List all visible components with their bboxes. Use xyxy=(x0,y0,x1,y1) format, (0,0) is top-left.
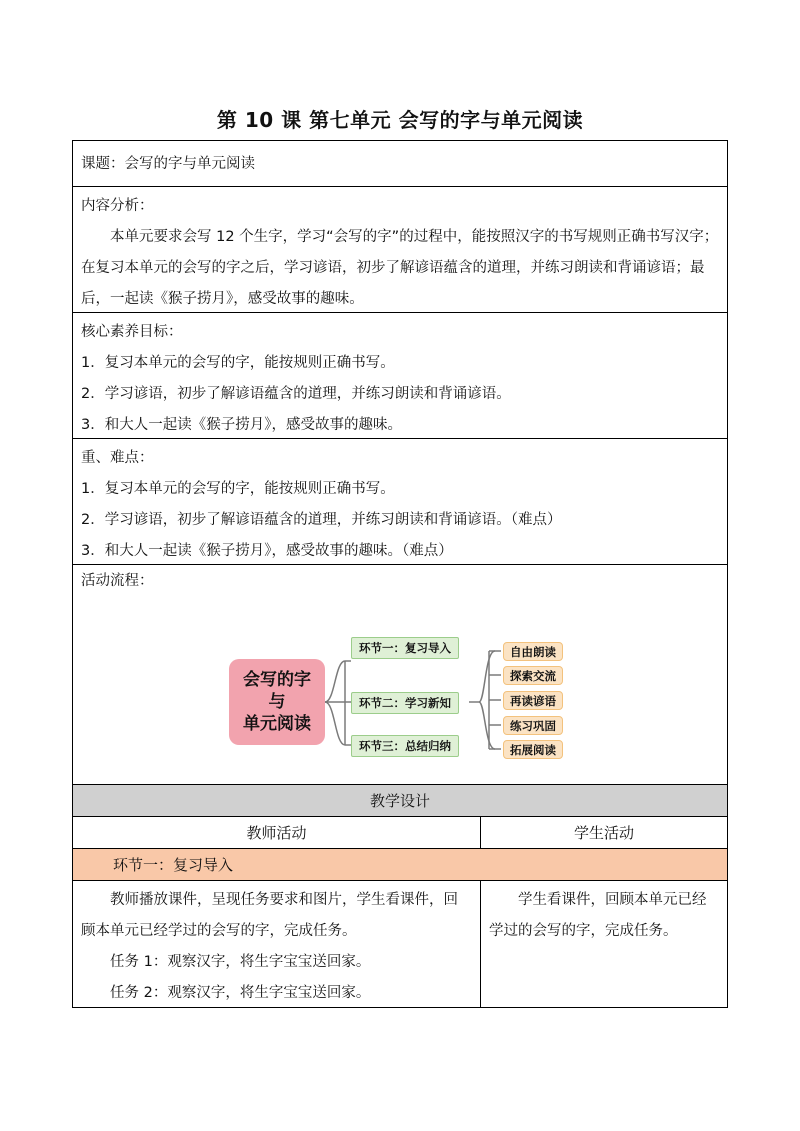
key-point-item: 1．复习本单元的会写的字，能按规则正确书写。 xyxy=(81,481,395,497)
mind-map-center-node xyxy=(229,659,325,745)
stage-node-3: 环节三：总结归纳 xyxy=(351,735,459,757)
sub-step-node: 再读谚语 xyxy=(503,691,563,710)
goal-item: 1．复习本单元的会写的字，能按规则正确书写。 xyxy=(81,355,395,371)
teacher-activity-cell xyxy=(73,881,481,1007)
sub-step-node: 练习巩固 xyxy=(503,716,563,735)
teacher-task-2: 任务 2：观察汉字，将生字宝宝送回家。 xyxy=(110,985,371,1001)
topic-row xyxy=(73,141,727,187)
analysis-row xyxy=(73,187,727,313)
topic-text: 课题：会写的字与单元阅读 xyxy=(81,155,255,172)
center-line-1: 会写的字 xyxy=(243,670,311,690)
teacher-activity-text: 教师播放课件，呈现任务要求和图片，学生看课件，回顾本单元已经学过的会写的字，完成任务。 xyxy=(81,892,458,939)
flow-heading: 活动流程： xyxy=(81,573,154,589)
analysis-heading: 内容分析： xyxy=(81,198,154,214)
student-activity-cell xyxy=(481,881,727,1007)
key-point-item: 3．和大人一起读《猴子捞月》，感受故事的趣味。（难点） xyxy=(81,543,453,559)
sub-step-node: 拓展阅读 xyxy=(503,740,563,759)
teacher-task-1: 任务 1：观察汉字，将生字宝宝送回家。 xyxy=(110,954,371,970)
design-header: 教学设计 xyxy=(73,785,727,817)
activity-flow-row xyxy=(73,565,727,785)
student-activity-text: 学生看课件，回顾本单元已经学过的会写的字，完成任务。 xyxy=(489,892,707,939)
stage-node-2: 环节二：学习新知 xyxy=(351,692,459,714)
goal-item: 2．学习谚语，初步了解谚语蕴含的道理，并练习朗读和背诵谚语。 xyxy=(81,386,511,402)
teacher-column-header: 教师活动 xyxy=(73,817,481,848)
center-line-2: 与 xyxy=(268,692,286,712)
center-line-3: 单元阅读 xyxy=(243,714,311,734)
analysis-body: 本单元要求会写 12 个生字，学习“会写的字”的过程中，能按照汉字的书写规则正确书写汉字；在复习本单元的会写的字之后，学习谚语，初步了解谚语蕴含的道理，并练习朗读和背诵谚语；最后，一起读《猴子捞月》，感受故事的趣味。 xyxy=(81,229,719,307)
goal-item: 3．和大人一起读《猴子捞月》，感受故事的趣味。 xyxy=(81,417,402,433)
stage-node-1: 环节一：复习导入 xyxy=(351,637,459,659)
activity-columns-header xyxy=(73,817,727,849)
page-title: 第 10 课 第七单元 会写的字与单元阅读 xyxy=(216,108,584,132)
sub-step-node: 探索交流 xyxy=(503,666,563,685)
step-one-body xyxy=(73,881,727,1007)
student-column-header: 学生活动 xyxy=(573,824,634,842)
goals-heading: 核心素养目标： xyxy=(81,324,183,340)
key-points-row xyxy=(73,439,727,565)
key-point-item: 2．学习谚语，初步了解谚语蕴含的道理，并练习朗读和背诵谚语。（难点） xyxy=(81,512,562,528)
lesson-table xyxy=(72,140,728,1008)
step-one-header: 环节一：复习导入 xyxy=(73,849,727,881)
sub-step-node: 自由朗读 xyxy=(503,642,563,661)
key-points-heading: 重、难点： xyxy=(81,450,154,466)
goals-row xyxy=(73,313,727,439)
